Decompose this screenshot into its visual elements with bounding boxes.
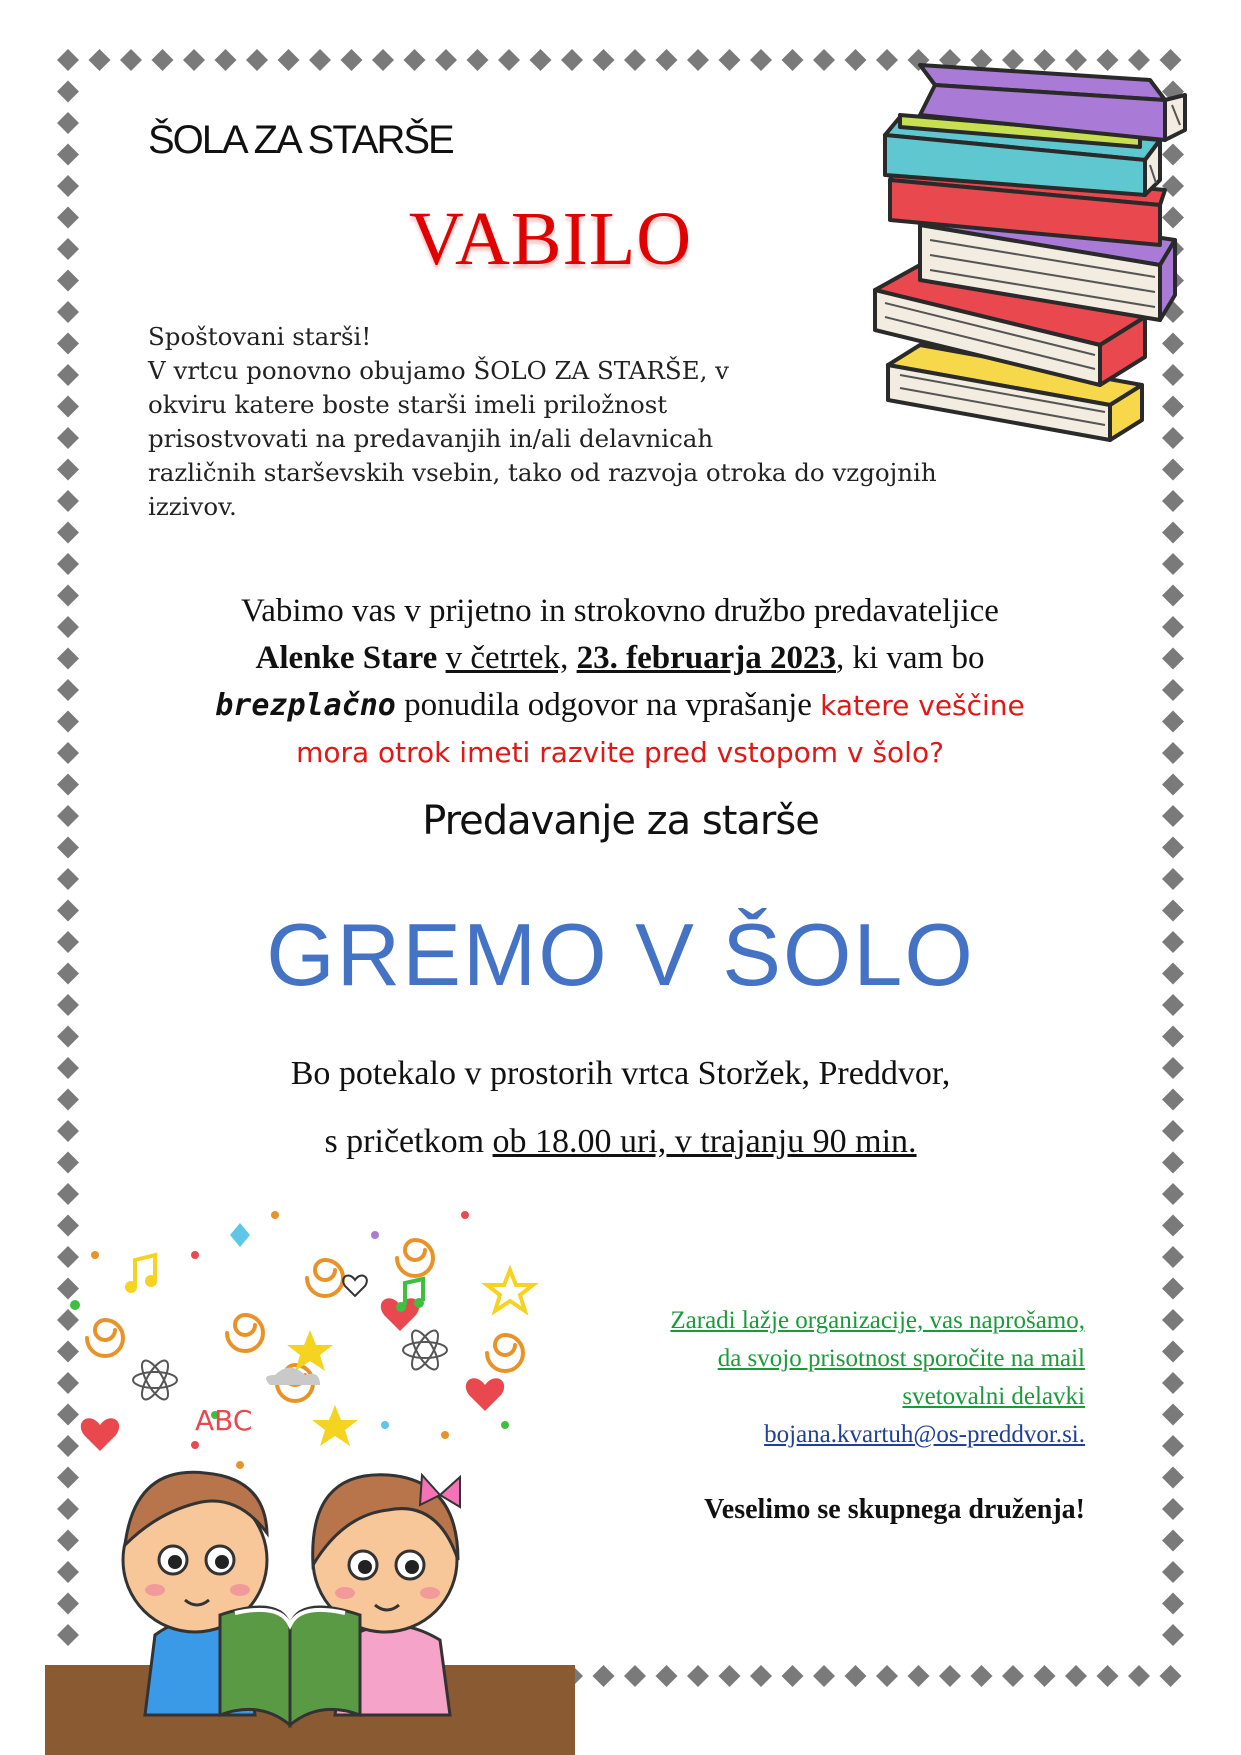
border-diamond <box>782 49 804 71</box>
abc-text: ABC <box>195 1404 253 1437</box>
invitation-title: VABILO <box>408 197 693 281</box>
intro-line: V vrtcu ponovno obujamo ŠOLO ZA STARŠE, v <box>148 356 730 385</box>
border-diamond <box>57 49 79 71</box>
invite-line-2-end: , ki vam bo <box>835 640 985 676</box>
border-diamond <box>1162 553 1184 575</box>
border-diamond <box>57 679 79 701</box>
border-diamond <box>624 49 646 71</box>
border-diamond <box>624 1665 646 1687</box>
border-diamond <box>57 364 79 386</box>
school-title: ŠOLA ZA STARŠE <box>148 118 453 162</box>
border-diamond <box>1065 1665 1087 1687</box>
border-diamond <box>57 868 79 890</box>
invite-line-1: Vabimo vas v prijetno in strokovno družbo predavateljice <box>241 593 999 629</box>
intro-line: različnih starševskih vsebin, tako od razvoja otroka do vzgojnih <box>148 458 937 487</box>
border-diamond <box>57 333 79 355</box>
lecturer-name: Alenke Stare <box>255 640 438 676</box>
border-diamond <box>57 711 79 733</box>
border-diamond <box>57 459 79 481</box>
border-diamond <box>1097 1665 1119 1687</box>
border-diamond <box>404 49 426 71</box>
border-diamond <box>750 49 772 71</box>
border-diamond <box>57 616 79 638</box>
rsvp-line: da svojo prisotnost sporočite na mail <box>717 1345 1085 1372</box>
border-diamond <box>1162 1309 1184 1331</box>
invite-line-4 <box>120 729 1120 776</box>
border-diamond <box>1162 585 1184 607</box>
border-diamond <box>593 1665 615 1687</box>
border-diamond <box>1162 1183 1184 1205</box>
border-diamond <box>719 49 741 71</box>
border-diamond <box>1162 1404 1184 1426</box>
border-diamond <box>1162 1467 1184 1489</box>
border-diamond <box>152 49 174 71</box>
border-diamond <box>687 49 709 71</box>
border-diamond <box>215 49 237 71</box>
invite-line-2 <box>120 635 1120 682</box>
border-diamond <box>687 1665 709 1687</box>
border-diamond <box>1128 1665 1150 1687</box>
border-diamond <box>57 396 79 418</box>
border-diamond <box>57 175 79 197</box>
border-diamond <box>1162 1624 1184 1646</box>
border-diamond <box>530 49 552 71</box>
border-diamond <box>1160 1665 1182 1687</box>
offer-text: ponudila odgovor na vprašanje <box>395 687 821 723</box>
border-diamond <box>435 49 457 71</box>
intro-line: Spoštovani starši! <box>148 322 372 351</box>
venue-line-2-prefix: s pričetkom <box>324 1123 493 1160</box>
border-diamond <box>1162 1561 1184 1583</box>
border-diamond <box>1162 774 1184 796</box>
lecture-title: GREMO V ŠOLO <box>266 905 975 1004</box>
border-diamond <box>1162 1215 1184 1237</box>
closing-text: Veselimo se skupnega druženja! <box>704 1494 1085 1525</box>
border-diamond <box>561 49 583 71</box>
border-diamond <box>1162 1278 1184 1300</box>
border-diamond <box>876 1665 898 1687</box>
border-diamond <box>1162 868 1184 890</box>
border-diamond <box>1002 1665 1024 1687</box>
question-part-2: mora otrok imeti razvite pred vstopom v šolo? <box>296 736 944 769</box>
intro-paragraph <box>148 320 1078 524</box>
venue-line-2 <box>0 1108 1241 1176</box>
border-diamond <box>1162 522 1184 544</box>
border-diamond <box>57 144 79 166</box>
border-diamond <box>1162 1372 1184 1394</box>
border-diamond <box>813 1665 835 1687</box>
border-diamond <box>1162 679 1184 701</box>
border-diamond <box>656 49 678 71</box>
border-diamond <box>57 427 79 449</box>
border-diamond <box>57 81 79 103</box>
border-diamond <box>341 49 363 71</box>
rsvp-email-link[interactable]: bojana.kvartuh@os-preddvor.si. <box>764 1421 1085 1448</box>
border-diamond <box>593 49 615 71</box>
venue-line-1: Bo potekalo v prostorih vrtca Storžek, Preddvor, <box>290 1055 951 1092</box>
border-diamond <box>57 774 79 796</box>
kids-reading-illustration <box>45 1195 585 1755</box>
border-diamond <box>1162 1498 1184 1520</box>
border-diamond <box>1162 742 1184 764</box>
lecture-subtitle: Predavanje za starše <box>422 798 819 844</box>
intro-line: izzivov. <box>148 492 237 521</box>
border-diamond <box>1162 1593 1184 1615</box>
rsvp-note <box>670 1302 1085 1454</box>
time-duration: ob 18.00 uri, v trajanju 90 min. <box>492 1123 917 1160</box>
border-diamond <box>1162 1246 1184 1268</box>
border-diamond <box>57 522 79 544</box>
border-diamond <box>845 1665 867 1687</box>
border-diamond <box>1162 459 1184 481</box>
border-diamond <box>813 49 835 71</box>
border-diamond <box>1034 1665 1056 1687</box>
border-diamond <box>719 1665 741 1687</box>
rsvp-line: svetovalni delavki <box>902 1383 1085 1410</box>
border-diamond <box>57 553 79 575</box>
invitation-paragraph <box>120 588 1120 776</box>
border-diamond <box>1162 1435 1184 1457</box>
border-diamond <box>971 1665 993 1687</box>
intro-line: prisostvovati na predavanjih in/ali delavnicah <box>148 424 714 453</box>
event-day: v četrtek, <box>445 640 569 676</box>
venue-info <box>0 1040 1241 1176</box>
question-part-1: katere veščine <box>820 689 1025 722</box>
border-diamond <box>89 49 111 71</box>
rsvp-line: Zaradi lažje organizacije, vas naprošamo, <box>670 1307 1085 1334</box>
border-diamond <box>939 1665 961 1687</box>
border-diamond <box>246 49 268 71</box>
border-diamond <box>1162 1341 1184 1363</box>
border-diamond <box>120 49 142 71</box>
border-diamond <box>57 742 79 764</box>
border-diamond <box>372 49 394 71</box>
border-diamond <box>1162 1530 1184 1552</box>
border-diamond <box>1162 648 1184 670</box>
border-diamond <box>57 648 79 670</box>
border-diamond <box>309 49 331 71</box>
invite-line-3 <box>120 682 1120 729</box>
border-diamond <box>498 49 520 71</box>
border-diamond <box>183 49 205 71</box>
border-diamond <box>57 490 79 512</box>
border-diamond <box>908 1665 930 1687</box>
border-diamond <box>782 1665 804 1687</box>
border-diamond <box>57 585 79 607</box>
border-diamond <box>1162 711 1184 733</box>
border-diamond <box>750 1665 772 1687</box>
border-diamond <box>57 112 79 134</box>
event-date: 23. februarja 2023 <box>576 640 836 676</box>
border-diamond <box>1162 490 1184 512</box>
border-diamond <box>57 301 79 323</box>
free-label: brezplačno <box>215 688 396 723</box>
border-diamond <box>1162 616 1184 638</box>
border-diamond <box>467 49 489 71</box>
border-diamond <box>278 49 300 71</box>
border-diamond <box>656 1665 678 1687</box>
intro-line: okviru katere boste starši imeli priložnost <box>148 390 668 419</box>
